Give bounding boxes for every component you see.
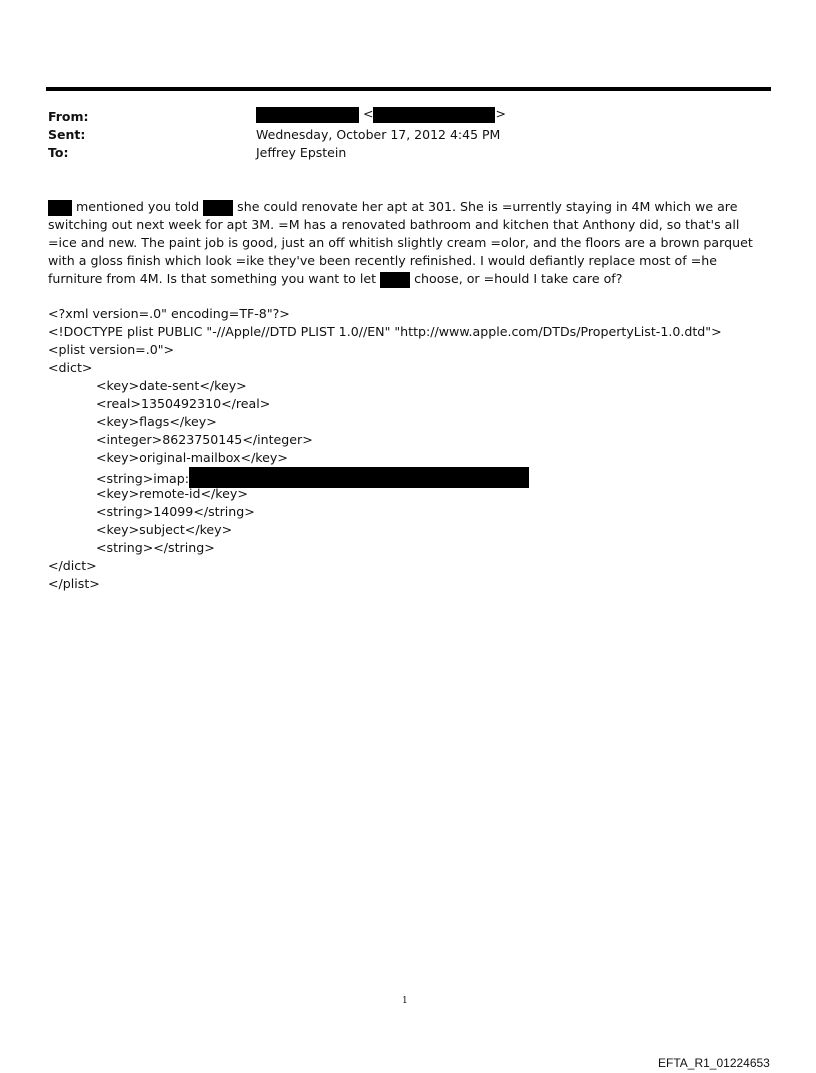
message-part-2: she could renovate her apt at 301. She is =urrently staying in 4M which we are switching out next week for apt 3M. =M has a renovated bathroom and kitchen that Anthony did, so that's all =ice and new. The paint job is good, just an off whitish slightly cream =olor, and the floors are a brown parquet with a gloss finish which look =ike they've been recently refinished. I would defiantly replace most of =he furniture from 4M. Is that something you want to let [48,199,753,286]
key-subject: <key>subject</key> [96,522,233,537]
redaction-name-2 [203,200,233,216]
value-imap-line [48,467,768,485]
plist-open: <plist version=.0"> [48,342,175,357]
plist-block [48,305,768,593]
from-email-open: < [362,106,374,121]
value-integer: <integer>8623750145</integer> [96,432,313,447]
document-id-footer: EFTA_R1_01224653 [658,1056,770,1070]
sent-value: Wednesday, October 17, 2012 4:45 PM [256,127,501,142]
redaction-name-3 [380,272,410,288]
value-imap: <string>imap: [96,471,189,486]
from-value [256,106,506,123]
redaction-sender-name [256,107,359,123]
from-label: From: [48,109,89,124]
value-subject: <string></string> [96,540,215,555]
message-part-3: choose, or =hould I take care of? [410,271,623,286]
redaction-name-1 [48,200,72,216]
message-body [48,198,758,288]
plist-close: </plist> [48,576,100,591]
sent-label: Sent: [48,127,86,142]
value-remote-id: <string>14099</string> [96,504,255,519]
key-flags: <key>flags</key> [96,414,217,429]
redaction-sender-email [373,107,495,123]
dict-close: </dict> [48,558,97,573]
key-date-sent: <key>date-sent</key> [96,378,247,393]
key-remote-id: <key>remote-id</key> [96,486,248,501]
dict-open: <dict> [48,360,93,375]
to-label: To: [48,145,69,160]
from-email-close: > [495,106,506,121]
message-part-1: mentioned you told [72,199,204,214]
xml-declaration: <?xml version=.0" encoding=TF-8"?> [48,306,290,321]
key-original-mailbox: <key>original-mailbox</key> [96,450,288,465]
doctype-line: <!DOCTYPE plist PUBLIC "-//Apple//DTD PLIST 1.0//EN" "http://www.apple.com/DTDs/PropertyList-1.0.dtd"> [48,324,722,339]
to-value: Jeffrey Epstein [256,145,347,160]
page-number: 1 [402,996,408,1006]
header-rule [46,87,771,91]
value-real: <real>1350492310</real> [96,396,271,411]
